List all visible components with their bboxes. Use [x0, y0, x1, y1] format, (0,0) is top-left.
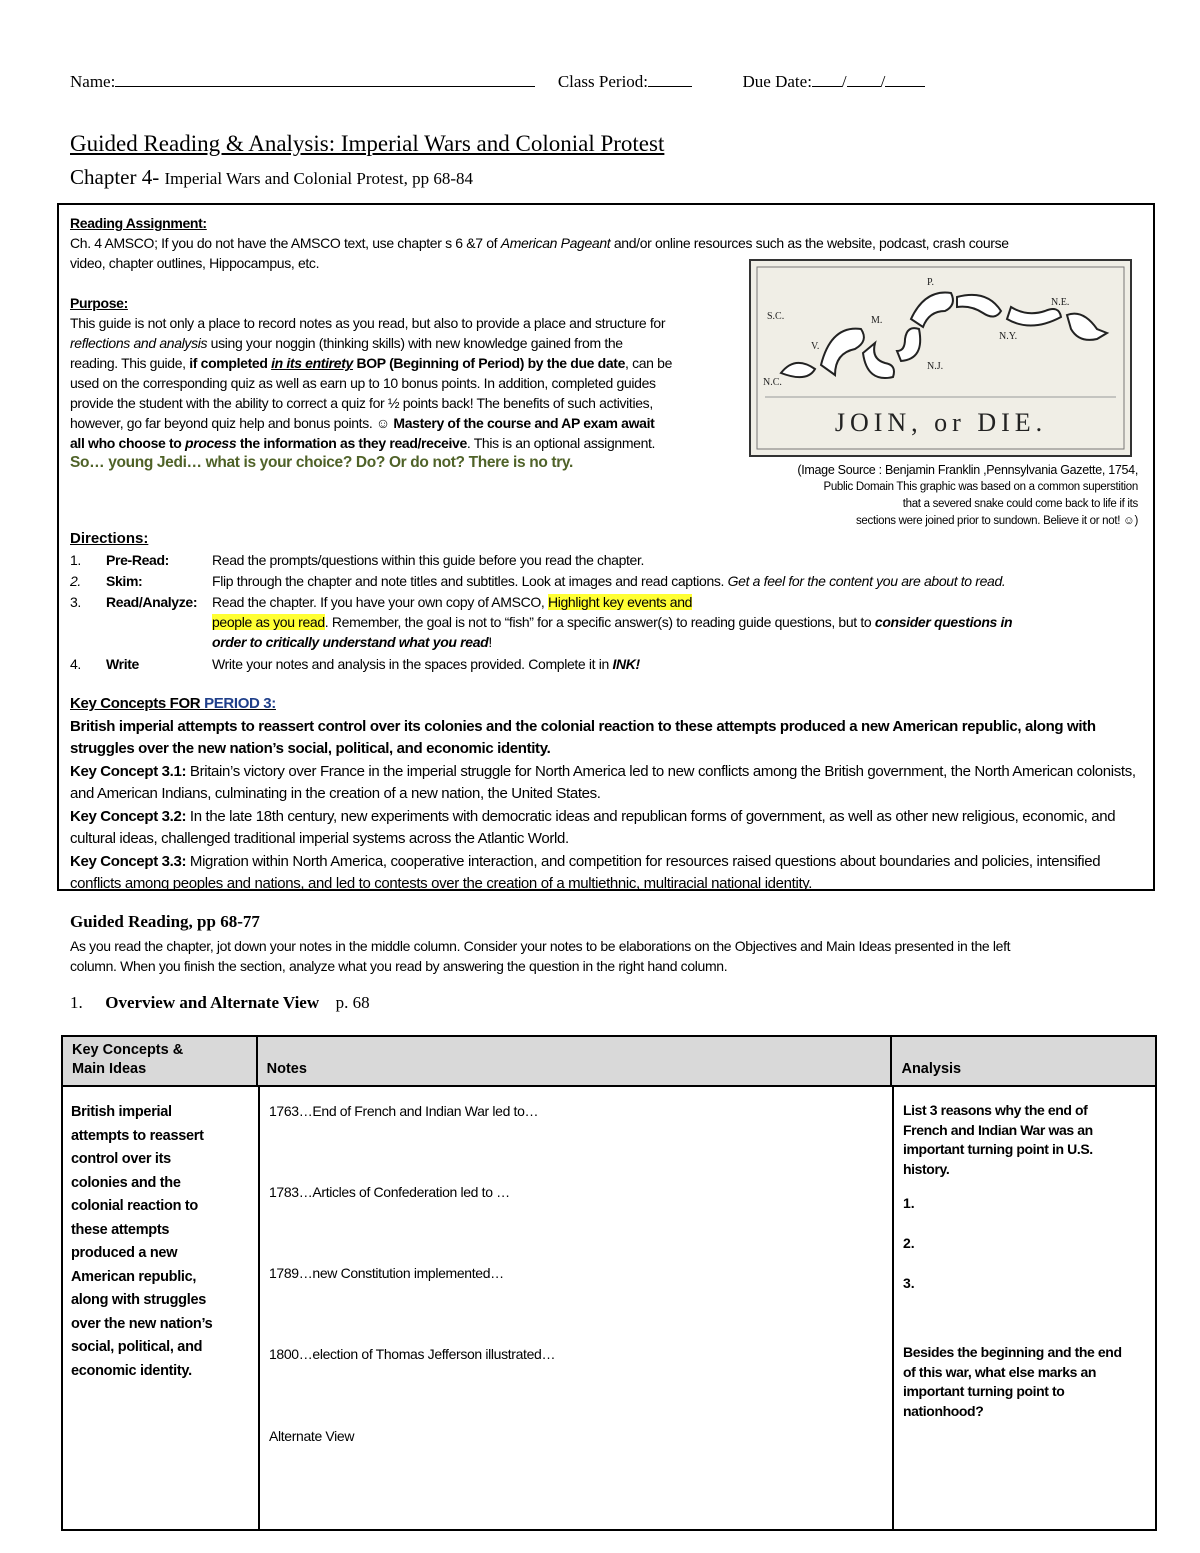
svg-text:M.: M.: [871, 315, 883, 326]
note-1783[interactable]: 1783…Articles of Confederation led to …: [269, 1184, 510, 1200]
svg-text:N.Y.: N.Y.: [999, 331, 1018, 342]
key-concepts-section: [70, 693, 1145, 896]
svg-text:S.C.: S.C.: [767, 311, 785, 322]
guided-reading-table: [61, 1035, 1157, 1531]
key-concepts-heading: Key Concepts FOR PERIOD 3:: [70, 695, 276, 712]
analysis-question-1: List 3 reasons why the end of French and Indian War was an important turning point in U.S. history.: [903, 1102, 1093, 1177]
due-day-field[interactable]: [847, 72, 881, 87]
chapter-subtitle: Imperial Wars and Colonial Protest, pp 68-84: [164, 169, 473, 188]
join-or-die-image: [749, 259, 1132, 457]
name-label: Name:: [70, 72, 116, 91]
purpose-heading: Purpose:: [70, 295, 128, 311]
header-analysis: Analysis: [891, 1036, 1156, 1086]
analysis-answer-2[interactable]: 2.: [903, 1235, 915, 1251]
svg-text:N.E.: N.E.: [1051, 297, 1070, 308]
svg-text:V.: V.: [811, 341, 820, 352]
guided-reading-intro: As you read the chapter, jot down your notes in the middle column. Consider your notes to be elaborations on the Objectives and Main Ideas presented in the left column. When you finish the section, analyze what you read by answering the question in the right hand column.: [70, 938, 1011, 974]
class-period-label: Class Period:: [557, 72, 649, 91]
section-heading: 1. Overview and Alternate View p. 68: [70, 993, 370, 1012]
jedi-prompt: So… young Jedi… what is your choice? Do? Or do not? There is no try.: [70, 454, 573, 471]
key-concepts-intro: British imperial attempts to reassert control over its colonies and the colonial reaction to these attempts produced a new American republic, along with struggles over the new nation’s social, political, and economic identity.: [70, 717, 1096, 757]
header-key-concepts: Key Concepts & Main Ideas: [62, 1036, 257, 1086]
chapter-heading: [70, 165, 473, 190]
directions-heading: Directions:: [70, 530, 149, 547]
note-1800[interactable]: 1800…election of Thomas Jefferson illustrated…: [269, 1346, 556, 1362]
note-alternate-view[interactable]: Alternate View: [269, 1428, 355, 1444]
key-concept-3-3: Key Concept 3.3: Migration within North America, cooperative interaction, and competition for resources raised questions about boundaries and policies, intensified conflicts among peoples and nations, and led to contests over the creation of a multiethnic, multiracial national identity.: [70, 852, 1101, 892]
key-concept-3-2: Key Concept 3.2: In the late 18th century, new experiments with democratic ideas and republican forms of government, as well as other new religious, economic, and cultural ideas, challenged traditional imperial systems across the Atlantic World.: [70, 807, 1116, 847]
guided-reading-title: Guided Reading, pp 68-77: [70, 912, 260, 931]
due-date-label: Due Date:: [742, 72, 812, 91]
analysis-answer-1[interactable]: 1.: [903, 1195, 915, 1211]
join-or-die-snake-icon: [751, 261, 1130, 455]
main-idea-cell: British imperial attempts to reassert control over its colonies and the colonial reaction to these attempts produced a new American republic, along with struggles over the new nation’s social, political, and economic identity.: [71, 1104, 213, 1379]
reading-assignment-heading: Reading Assignment:: [70, 215, 207, 231]
note-1763[interactable]: 1763…End of French and Indian War led to…: [269, 1103, 539, 1119]
due-year-field[interactable]: [885, 72, 925, 87]
note-1789[interactable]: 1789…new Constitution implemented…: [269, 1265, 504, 1281]
svg-text:P.: P.: [927, 277, 934, 288]
due-month-field[interactable]: [812, 72, 842, 87]
analysis-answer-3[interactable]: 3.: [903, 1275, 915, 1291]
image-caption: (Image Source : Benjamin Franklin ,Pennsylvania Gazette, 1754, Public Domain This graphic was based on a common superstition that a severed snake could come back to life if its sections were joined prior to sundown. Believe it or not! ☺): [797, 463, 1138, 527]
reading-assignment-section: Reading Assignment: Ch. 4 AMSCO; If you do not have the AMSCO text, use chapter s 6 &7 of American Pageant and/or online resources such as the website, podcast, crash course video, chapter outlines, Hippocampus, etc.: [70, 215, 1009, 271]
name-field[interactable]: [115, 72, 535, 87]
class-period-field[interactable]: [648, 72, 692, 87]
analysis-question-2: Besides the beginning and the end of this war, what else marks an important turning point to nationhood?: [903, 1344, 1122, 1419]
page-title: Guided Reading & Analysis: Imperial Wars and Colonial Protest: [70, 131, 665, 156]
chapter-label: Chapter 4-: [70, 165, 160, 189]
svg-text:N.J.: N.J.: [927, 361, 944, 372]
student-info-row: Name: Class Period: Due Date: / /: [70, 72, 925, 92]
purpose-section: Purpose: This guide is not only a place to record notes as you read, but also to provide a place and structure for reflections and analysis using your noggin (thinking skills) with new knowledge gained from the reading. This guide, if completed in its entirety BOP (Beginning of Period) by the due date, can be used on the corresponding quiz as well as earn up to 10 bonus points. In addition, completed guides provide the student with the ability to correct a quiz for ½ points back! The benefits of such activities, however, go far beyond quiz help and bonus points. ☺ Mastery of the course and AP exam await all who choose to process the information as they read/receive. This is an optional assignment. So… young Jedi… what is your choice? Do? Or do not? There is no try.: [70, 293, 750, 473]
image-banner-text: JOIN, or DIE.: [834, 408, 1048, 437]
svg-text:N.C.: N.C.: [763, 377, 782, 388]
key-concept-3-1: Key Concept 3.1: Britain’s victory over France in the imperial struggle for North America led to new conflicts among the British government, the North American colonists, and American Indians, culminating in the creation of a new nation, the United States.: [70, 762, 1136, 802]
header-notes: Notes: [257, 1036, 892, 1086]
table-row: [62, 1086, 1156, 1530]
